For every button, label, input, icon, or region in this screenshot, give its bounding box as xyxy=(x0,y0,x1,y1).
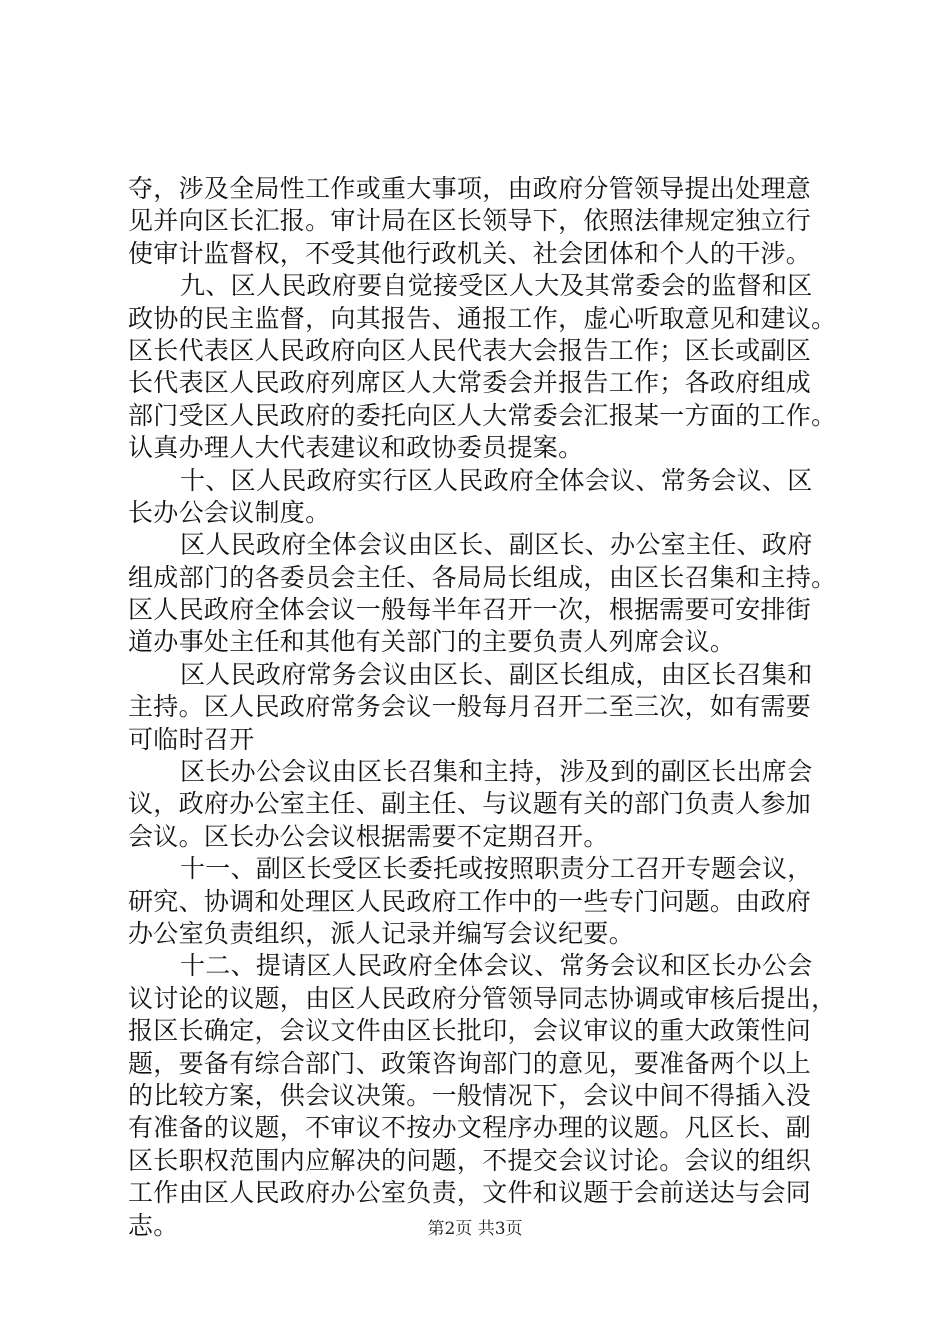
text-line: 政协的民主监督，向其报告、通报工作，虚心听取意见和建议。 xyxy=(128,303,837,333)
text-line: 会议。区长办公会议根据需要不定期召开。 xyxy=(128,821,609,851)
text-line: 的比较方案，供会议决策。一般情况下，会议中间不得插入没 xyxy=(128,1080,812,1110)
text-line: 十、区人民政府实行区人民政府全体会议、常务会议、区 xyxy=(180,465,813,495)
text-line: 工作由区人民政府办公室负责，文件和议题于会前送达与会同 xyxy=(128,1178,812,1208)
text-line: 议，政府办公室主任、副主任、与议题有关的部门负责人参加 xyxy=(128,789,812,819)
text-line: 志。 xyxy=(128,1210,179,1240)
text-line: 可临时召开 xyxy=(128,724,255,754)
text-line: 道办事处主任和其他有关部门的主要负责人列席会议。 xyxy=(128,627,736,657)
document-body xyxy=(128,173,837,1242)
text-line: 长办公会议制度。 xyxy=(128,497,331,527)
text-line: 十二、提请区人民政府全体会议、常务会议和区长办公会 xyxy=(180,951,813,981)
text-line: 见并向区长汇报。审计局在区长领导下，依照法律规定独立行 xyxy=(128,206,812,236)
text-line: 十一、副区长受区长委托或按照职责分工召开专题会议， xyxy=(180,854,813,884)
text-line: 有准备的议题，不审议不按办文程序办理的议题。凡区长、副 xyxy=(128,1113,812,1143)
text-line: 议讨论的议题，由区人民政府分管领导同志协调或审核后提出， xyxy=(128,983,837,1013)
text-line: 报区长确定，会议文件由区长批印，会议审议的重大政策性问 xyxy=(128,1016,812,1046)
text-line: 区长职权范围内应解决的问题，不提交会议讨论。会议的组织 xyxy=(128,1145,812,1175)
text-line: 主持。区人民政府常务会议一般每月召开二至三次，如有需要 xyxy=(128,692,812,722)
text-line: 区人民政府全体会议由区长、副区长、办公室主任、政府 xyxy=(180,530,813,560)
text-line: 题，要备有综合部门、政策咨询部门的意见，要准备两个以上 xyxy=(128,1048,812,1078)
text-line: 九、区人民政府要自觉接受区人大及其常委会的监督和区 xyxy=(180,271,813,301)
text-line: 区人民政府常务会议由区长、副区长组成，由区长召集和 xyxy=(180,659,813,689)
text-line: 区人民政府全体会议一般每半年召开一次，根据需要可安排街 xyxy=(128,595,812,625)
page-footer: 第2页 共3页 xyxy=(427,1219,523,1239)
text-line: 办公室负责组织，派人记录并编写会议纪要。 xyxy=(128,918,635,948)
text-line: 使审计监督权，不受其他行政机关、社会团体和个人的干涉。 xyxy=(128,238,812,268)
text-line: 夺，涉及全局性工作或重大事项，由政府分管领导提出处理意 xyxy=(128,174,812,203)
text-line: 研究、协调和处理区人民政府工作中的一些专门问题。由政府 xyxy=(128,886,812,916)
text-line: 区长代表区人民政府向区人民代表大会报告工作；区长或副区 xyxy=(128,335,812,365)
text-line: 长代表区人民政府列席区人大常委会并报告工作；各政府组成 xyxy=(128,368,812,398)
text-line: 区长办公会议由区长召集和主持，涉及到的副区长出席会 xyxy=(180,757,813,787)
text-line: 组成部门的各委员会主任、各局局长组成，由区长召集和主持。 xyxy=(128,562,837,592)
text-line: 认真办理人大代表建议和政协委员提案。 xyxy=(128,433,584,463)
text-line: 部门受区人民政府的委托向区人大常委会汇报某一方面的工作。 xyxy=(128,400,837,430)
